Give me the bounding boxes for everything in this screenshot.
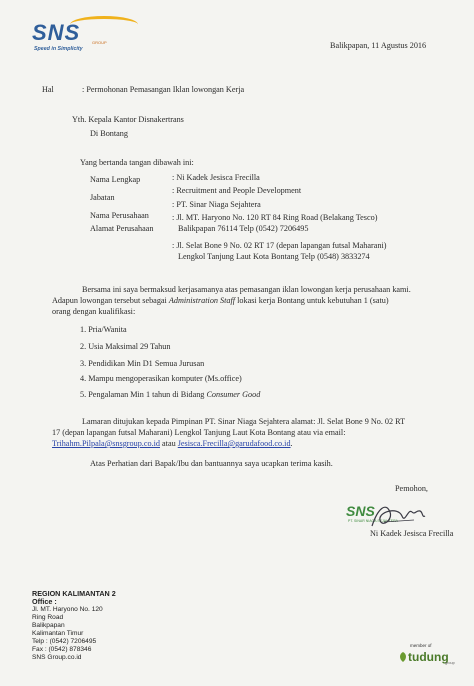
- email-link-1[interactable]: Trihahm.Pilpala@snsgroup.co.id: [52, 439, 160, 448]
- footer-line: Ring Road: [32, 614, 64, 621]
- application-line-3: [52, 439, 293, 449]
- footer-line: Balikpapan: [32, 622, 65, 629]
- footer-region: REGION KALIMANTAN 2: [32, 589, 116, 598]
- member-label: member of: [410, 643, 432, 648]
- body-line-2-italic: Administration Staff: [168, 296, 236, 305]
- recipient-line-1: Yth. Kepala Kantor Disnakertrans: [72, 115, 184, 124]
- qualification-item: [80, 390, 260, 400]
- stamp-brand: SNS: [346, 503, 375, 519]
- signature-label: Pemohon,: [395, 484, 428, 493]
- qualification-item: 4. Mampu mengoperasikan komputer (Ms.office): [80, 374, 242, 383]
- address-2b: Lengkol Tanjung Laut Kota Bontang Telp (0548) 3833274: [178, 252, 370, 261]
- stamp-sub: PT. SINAR NIAGA SEJAHTERA: [348, 519, 398, 523]
- tudung-leaf-icon: [398, 651, 408, 663]
- qualification-item: 1. Pria/Wanita: [80, 325, 127, 334]
- signer-name: Ni Kadek Jesisca Frecilla: [370, 529, 454, 538]
- address-1a: : Jl. MT. Haryono No. 120 RT 84 Ring Road (Belakang Tesco): [172, 213, 378, 222]
- application-mid: atau: [160, 439, 178, 448]
- footer-line: SNS Group.co.id: [32, 654, 82, 661]
- field-label-name: Nama Lengkap: [90, 175, 141, 184]
- logo-tagline: Speed in Simplicity: [34, 46, 83, 52]
- member-sub: group: [445, 661, 455, 665]
- field-value-position: : Recruitment and People Development: [172, 186, 302, 195]
- intro-text: Yang bertanda tangan dibawah ini:: [80, 158, 194, 167]
- field-label-position: Jabatan: [90, 193, 115, 202]
- qualification-5-italic: Consumer Good: [206, 390, 261, 399]
- recipient-line-2: Di Bontang: [90, 129, 128, 138]
- application-end: .: [290, 439, 293, 448]
- body-line-2: [52, 296, 389, 306]
- footer-office-label: Office :: [32, 597, 57, 606]
- email-link-2[interactable]: Jesisca.Frecilla@garudafood.co.id: [177, 439, 291, 448]
- subject-text: : Permohonan Pemasangan Iklan lowongan Kerja: [82, 85, 245, 94]
- field-value-name: : Ni Kadek Jesisca Frecilla: [172, 173, 260, 182]
- footer-block: [32, 590, 116, 662]
- footer-line: Jl. MT. Haryono No. 120: [32, 606, 103, 613]
- footer-line: Telp : (0542) 7206495: [32, 638, 97, 645]
- closing-text: Atas Perhatian dari Bapak/Ibu dan bantuannya saya ucapkan terima kasih.: [90, 459, 333, 468]
- qualification-item: 2. Usia Maksimal 29 Tahun: [80, 342, 171, 351]
- field-value-company: : PT. Sinar Niaga Sejahtera: [172, 200, 261, 209]
- footer-line: Kalimantan Timur: [32, 630, 84, 637]
- footer-line: Fax : (0542) 878346: [32, 646, 92, 653]
- body-line-2b: lokasi kerja Bontang untuk kebutuhan 1 (satu): [235, 296, 389, 305]
- body-line-3: orang dengan kualifikasi:: [52, 307, 136, 316]
- logo-sub: GROUP: [92, 40, 107, 45]
- member-brand: tudung: [408, 650, 449, 664]
- body-line-1: Bersama ini saya bermaksud kerjasamanya atas pemasangan iklan lowongan kerja perusahaan kami.: [82, 285, 411, 294]
- address-1b: Balikpapan 76114 Telp (0542) 7206495: [178, 224, 309, 233]
- place-date: Balikpapan, 11 Agustus 2016: [330, 41, 427, 50]
- application-line-2: 17 (depan lapangan futsal Maharani) Lengkol Tanjung Laut Kota Bontang atau via email:: [52, 428, 346, 437]
- address-2a: : Jl. Selat Bone 9 No. 02 RT 17 (depan lapangan futsal Maharani): [172, 241, 387, 250]
- sns-logo: [30, 16, 140, 72]
- qualification-item: 3. Pendidikan Min D1 Semua Jurusan: [80, 359, 205, 368]
- body-line-2a: Adapun lowongan tersebut sebagai: [52, 296, 169, 305]
- application-line-1: Lamaran ditujukan kepada Pimpinan PT. Sinar Niaga Sejahtera alamat: Jl. Selat Bone 9 No. 02 RT: [82, 417, 406, 426]
- field-label-company: Nama Perusahaan: [90, 211, 149, 220]
- logo-brand: SNS: [32, 20, 81, 45]
- subject-label: Hal: [42, 85, 54, 94]
- field-label-address: Alamat Perusahaan: [90, 224, 154, 233]
- qualification-5-text: 5. Pengalaman Min 1 tahun di Bidang: [80, 390, 207, 399]
